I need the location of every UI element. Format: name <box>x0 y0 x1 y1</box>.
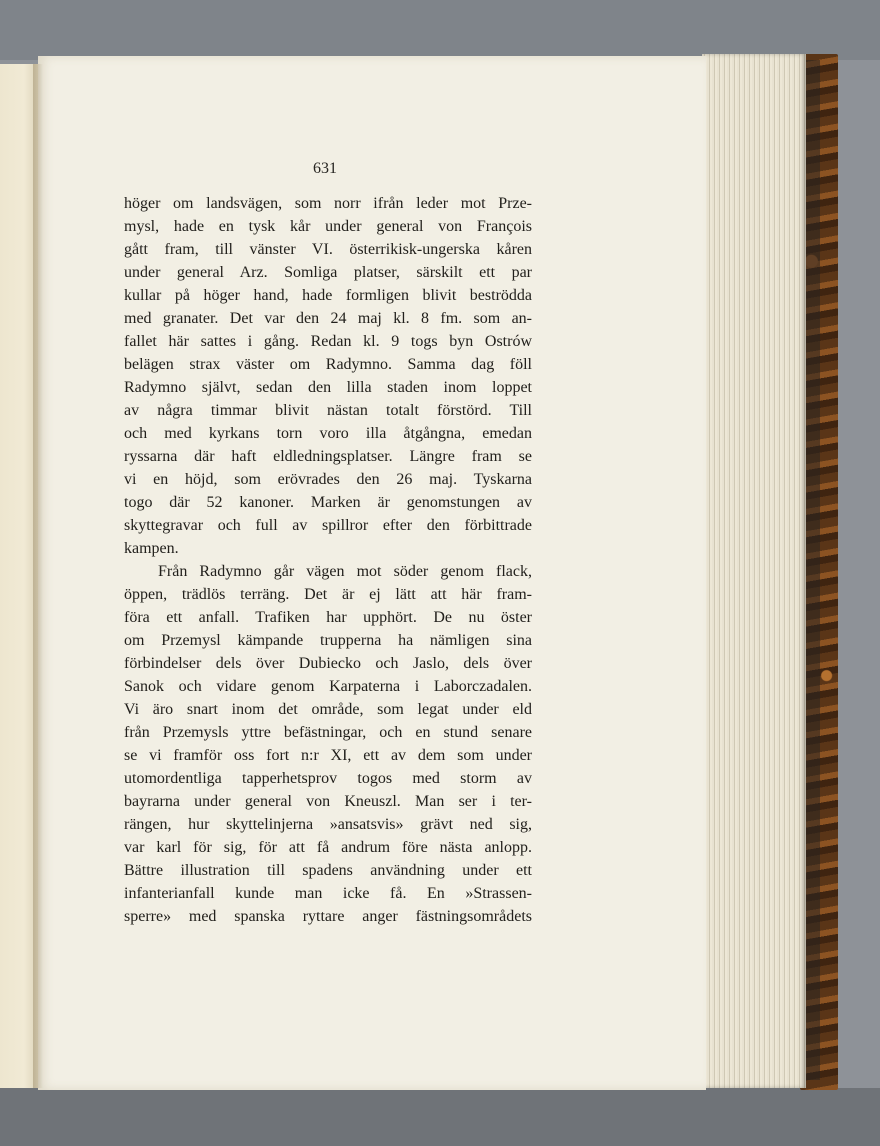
text-line: förbindelser dels över Dubiecko och Jaslo, dels över <box>124 655 532 672</box>
text-line: infanterianfall kunde man icke få. En »Strassen- <box>124 885 532 902</box>
text-line: från Przemysls yttre befästningar, och en stund senare <box>124 724 532 741</box>
background-bottom <box>0 1088 880 1146</box>
text-line: belägen strax väster om Radymno. Samma dag föll <box>124 356 532 373</box>
text-line: kampen. <box>124 540 179 557</box>
book-gutter <box>33 64 43 1088</box>
text-line: Vi äro snart inom det område, som legat under eld <box>124 701 532 718</box>
text-line: om Przemysl kämpande trupperna ha nämligen sina <box>124 632 532 649</box>
text-line: skyttegravar och full av spillror efter den förbittrade <box>124 517 532 534</box>
body-text <box>124 192 532 928</box>
text-line: Bättre illustration till spadens användning under ett <box>124 862 532 879</box>
text-line: och med kyrkans torn voro illa åtgångna, emedan <box>124 425 532 442</box>
page-number: 631 <box>313 160 337 177</box>
text-line: rängen, hur skyttelinjerna »ansatsvis» grävt ned sig, <box>124 816 532 833</box>
text-line: ryssarna där haft eldledningsplatser. Längre fram se <box>124 448 532 465</box>
text-line: föra ett anfall. Trafiken har upphört. De nu öster <box>124 609 532 626</box>
text-line: togo där 52 kanoner. Marken är genomstungen av <box>124 494 532 511</box>
text-line: höger om landsvägen, som norr ifrån leder mot Prze- <box>124 195 532 212</box>
text-line: gått fram, till vänster VI. österrikisk-ungerska kåren <box>124 241 532 258</box>
text-line: öppen, trädlös terräng. Det är ej lätt att här fram- <box>124 586 532 603</box>
page-edges <box>702 54 806 1088</box>
background-top <box>0 0 880 60</box>
text-line: med granater. Det var den 24 maj kl. 8 fm. som an- <box>124 310 532 327</box>
text-line: bayrarna under general von Kneuszl. Man ser i ter- <box>124 793 532 810</box>
text-line: av några timmar blivit nästan totalt förstörd. Till <box>124 402 532 419</box>
text-line: Radymno självt, sedan den lilla staden inom loppet <box>124 379 532 396</box>
text-line: utomordentliga tapperhetsprov togos med storm av <box>124 770 532 787</box>
book-cover-edge <box>806 60 820 1080</box>
text-line: var karl för sig, för att få andrum före nästa anlopp. <box>124 839 532 856</box>
text-line: mysl, hade en tysk kår under general von François <box>124 218 532 235</box>
text-line: se vi framför oss fort n:r XI, ett av dem som under <box>124 747 532 764</box>
text-line: vi en höjd, som erövrades den 26 maj. Tyskarna <box>124 471 532 488</box>
text-line: Sanok och vidare genom Karpaterna i Laborczadalen. <box>124 678 532 695</box>
text-line: kullar på höger hand, hade formligen blivit beströdda <box>124 287 532 304</box>
text-line: fallet här sattes i gång. Redan kl. 9 togs byn Ostrów <box>124 333 532 350</box>
text-line: sperre» med spanska ryttare anger fästningsområdets <box>124 908 532 925</box>
text-line: under general Arz. Somliga platser, särskilt ett par <box>124 264 532 281</box>
text-line: Från Radymno går vägen mot söder genom flack, <box>158 563 532 580</box>
